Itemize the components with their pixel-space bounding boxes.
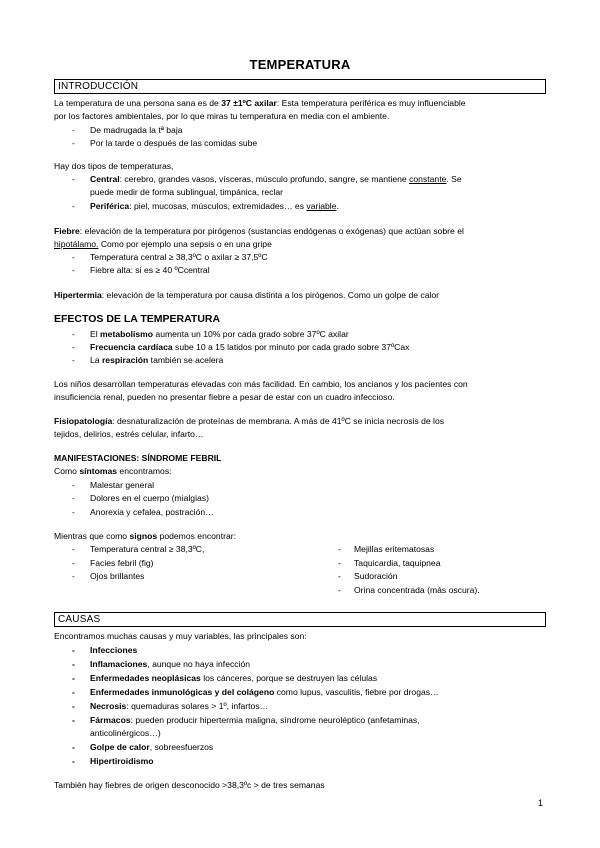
fisiopatologia-line-1: Fisiopatología: desnaturalización de proteínas de membrana. A más de 41ºC se inicia necrosis de los <box>54 416 445 426</box>
section-header-causas: CAUSAS <box>54 612 546 627</box>
manifestaciones-heading: MANIFESTACIONES: SÍNDROME FEBRIL <box>54 453 222 463</box>
text-span: La temperatura de una persona sana es de <box>54 98 222 108</box>
causas-intro: Encontramos muchas causas y muy variables, las principales son: <box>54 631 307 641</box>
list-item-cont: anticolinérgicos…) <box>90 728 161 738</box>
list-item: - Por la tarde o después de las comidas sube <box>72 138 258 148</box>
intro-paragraph-line-2: por los factores ambientales, por lo que miras tu temperatura en media con el ambiente. <box>54 111 390 121</box>
sintomas-intro: Como síntomas encontramos: <box>54 466 172 476</box>
list-item: - Fiebre alta: si es ≥ 40 ºCcentral <box>72 265 210 275</box>
list-item: - Malestar general <box>72 480 155 490</box>
ninos-line-2: insuficiencia renal, pueden no presentar fiebre a pesar de estar con un cuadro infeccioso. <box>54 392 395 402</box>
list-item: - De madrugada la tª baja <box>72 125 183 135</box>
list-item: - Taquicardia, taquipnea <box>338 558 441 568</box>
list-item: - Sudoración <box>338 571 398 581</box>
types-intro: Hay dos tipos de temperaturas, <box>54 161 174 171</box>
section-heading-efectos: EFECTOS DE LA TEMPERATURA <box>54 313 221 325</box>
signos-intro: Mientras que como signos podemos encontrar: <box>54 531 236 541</box>
list-item-central-cont: puede medir de forma sublingual, timpánica, reclar <box>90 187 283 197</box>
list-item: - Facies febril (fig) <box>72 558 154 568</box>
hipertermia-line: Hipertermia: elevación de la temperatura por causa distinta a los pirógenos. Como un golpe de calor <box>54 290 440 300</box>
page-title: TEMPERATURA <box>249 57 351 72</box>
list-item: - La respiración también se acelera <box>72 355 224 365</box>
list-item: - Orina concentrada (más oscura). <box>338 585 480 595</box>
list-item: - Temperatura central ≥ 38,3ºC, <box>72 544 205 554</box>
ninos-line-1: Los niños desarrollan temperaturas elevadas con más facilidad. En cambio, los ancianos y los pacientes con <box>54 379 468 389</box>
fiebre-line-2: hipotálamo. Como por ejemplo una sepsis o en una gripe <box>54 239 272 249</box>
list-item: - Hipertiroidismo <box>72 756 154 766</box>
list-item: - Frecuencia cardíaca sube 10 a 15 latidos por minuto por cada grado sobre 37ºCax <box>72 342 410 352</box>
fiebre-line-1: Fiebre: elevación de la temperatura por pirógenos (sustancias endógenas o exógenas) que actúan sobre el <box>54 226 464 236</box>
list-item: - Ojos brillantes <box>72 571 145 581</box>
text-span: : Esta temperatura periférica es muy influenciable <box>276 98 466 108</box>
list-item: - Temperatura central ≥ 38,3ºC o axilar ≥ 37,5ºC <box>72 252 268 262</box>
list-item-periferica: - Periférica: piel, mucosas, músculos, extremidades… es variable. <box>72 201 339 211</box>
list-item: - Dolores en el cuerpo (mialgias) <box>72 493 209 503</box>
list-item: - Anorexia y cefalea, postración… <box>72 507 214 517</box>
page-number: 1 <box>538 798 544 808</box>
bold-span: 37 ±1ºC axilar <box>221 98 277 108</box>
list-item: - Infecciones <box>72 645 138 655</box>
list-item: - Inflamaciones, aunque no haya infección <box>72 659 251 669</box>
causas-final: También hay fiebres de origen desconocido >38,3ºc > de tres semanas <box>54 780 325 790</box>
list-item: - El metabolismo aumenta un 10% por cada grado sobre 37ºC axilar <box>72 329 349 339</box>
intro-paragraph-line-1 <box>54 98 546 109</box>
fisiopatologia-line-2: tejidos, delirios, estrés celular, infarto… <box>54 429 204 439</box>
list-item-central: - Central: cerebro, grandes vasos, vísceras, músculo profundo, sangre, se mantiene constante. Se <box>72 174 462 184</box>
list-item: - Mejillas eritematosas <box>338 544 435 554</box>
section-header-introduccion: INTRODUCCIÓN <box>54 79 546 94</box>
list-item: - Enfermedades inmunológicas y del colágeno como lupus, vasculitis, fiebre por drogas… <box>72 687 439 697</box>
list-item: - Fármacos: pueden producir hipertermia maligna, síndrome neuroléptico (anfetaminas, <box>72 715 420 725</box>
list-item: - Golpe de calor, sobreesfuerzos <box>72 742 214 752</box>
list-item: - Necrosis: quemaduras solares > 1º, infartos… <box>72 701 269 711</box>
list-item: - Enfermedades neoplásicas los cánceres, porque se destruyen las células <box>72 673 378 683</box>
